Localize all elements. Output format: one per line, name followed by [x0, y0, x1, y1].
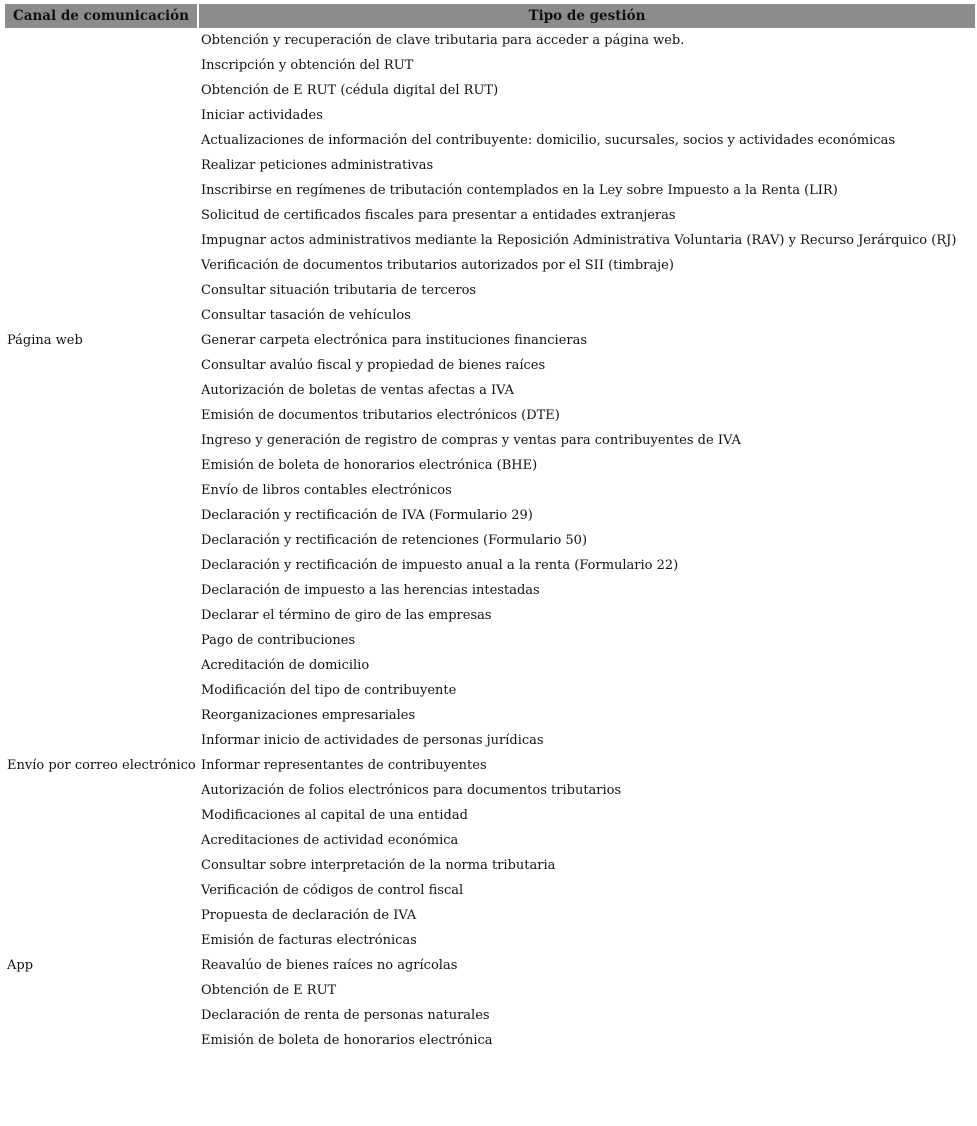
procedure-cell: Acreditaciones de actividad económica	[201, 833, 459, 848]
procedure-cell: Consultar avalúo fiscal y propiedad de bienes raíces	[201, 358, 546, 373]
procedure-cell: Inscripción y obtención del RUT	[201, 58, 414, 73]
procedure-cell: Obtención de E RUT	[201, 983, 337, 998]
channel-cell: Envío por correo electrónico	[7, 758, 196, 773]
channel-cell: Página web	[7, 333, 83, 348]
table-body	[5, 28, 975, 1053]
procedure-cell: Reorganizaciones empresariales	[201, 708, 416, 723]
procedure-cell: Solicitud de certificados fiscales para presentar a entidades extranjeras	[201, 208, 676, 223]
procedure-cell: Informar representantes de contribuyentes	[201, 758, 487, 773]
procedure-cell: Declarar el término de giro de las empresas	[201, 608, 492, 623]
procedure-cell: Modificación del tipo de contribuyente	[201, 683, 457, 698]
procedure-cell: Realizar peticiones administrativas	[201, 158, 434, 173]
procedure-cell: Autorización de folios electrónicos para documentos tributarios	[201, 783, 622, 798]
procedure-cell: Reavalúo de bienes raíces no agrícolas	[201, 958, 458, 973]
tax-procedures-table	[3, 4, 977, 1053]
procedure-cell: Emisión de boleta de honorarios electrónica	[201, 1033, 493, 1048]
procedure-cell: Declaración de impuesto a las herencias intestadas	[201, 583, 540, 598]
procedure-cell: Informar inicio de actividades de personas jurídicas	[201, 733, 544, 748]
procedure-cell: Emisión de boleta de honorarios electrónica (BHE)	[201, 458, 538, 473]
procedure-cell: Declaración y rectificación de impuesto anual a la renta (Formulario 22)	[201, 558, 679, 573]
procedure-cell: Modificaciones al capital de una entidad	[201, 808, 468, 823]
procedure-cell: Verificación de códigos de control fiscal	[201, 883, 464, 898]
header-row	[5, 4, 975, 28]
procedure-cell: Declaración y rectificación de IVA (Formulario 29)	[201, 508, 533, 523]
channel-cell: App	[7, 958, 34, 973]
procedure-cell: Obtención de E RUT (cédula digital del RUT)	[201, 83, 499, 98]
procedure-cell: Consultar tasación de vehículos	[201, 308, 411, 323]
procedure-cell: Iniciar actividades	[201, 108, 323, 123]
procedure-cell: Generar carpeta electrónica para instituciones financieras	[201, 333, 588, 348]
procedure-cell: Consultar sobre interpretación de la norma tributaria	[201, 858, 556, 873]
procedure-cell: Pago de contribuciones	[201, 633, 356, 648]
procedure-cell: Declaración de renta de personas naturales	[201, 1008, 490, 1023]
procedure-cell: Ingreso y generación de registro de compras y ventas para contribuyentes de IVA	[201, 433, 741, 448]
procedure-cell: Declaración y rectificación de retenciones (Formulario 50)	[201, 533, 588, 548]
procedure-cell: Emisión de documentos tributarios electrónicos (DTE)	[201, 408, 560, 423]
procedure-cell: Impugnar actos administrativos mediante la Reposición Administrativa Voluntaria (RAV) y Recurso Jerárquico (RJ)	[201, 233, 957, 248]
header-type: Tipo de gestión	[199, 4, 975, 28]
procedure-cell: Inscribirse en regímenes de tributación contemplados en la Ley sobre Impuesto a la Renta (LIR)	[201, 183, 838, 198]
table-row	[5, 28, 975, 53]
header-channel: Canal de comunicación	[5, 4, 197, 28]
procedure-cell: Actualizaciones de información del contribuyente: domicilio, sucursales, socios y actividades económicas	[201, 133, 895, 148]
procedure-cell: Emisión de facturas electrónicas	[201, 933, 417, 948]
procedure-cell: Autorización de boletas de ventas afectas a IVA	[201, 383, 515, 398]
table-row	[5, 878, 975, 903]
procedure-cell: Verificación de documentos tributarios autorizados por el SII (timbraje)	[201, 258, 674, 273]
procedure-cell: Envío de libros contables electrónicos	[201, 483, 452, 498]
procedure-cell: Obtención y recuperación de clave tributaria para acceder a página web.	[201, 33, 685, 48]
procedure-cell: Propuesta de declaración de IVA	[201, 908, 417, 923]
table-row	[5, 653, 975, 678]
procedure-cell: Acreditación de domicilio	[201, 658, 370, 673]
procedure-cell: Consultar situación tributaria de terceros	[201, 283, 477, 298]
